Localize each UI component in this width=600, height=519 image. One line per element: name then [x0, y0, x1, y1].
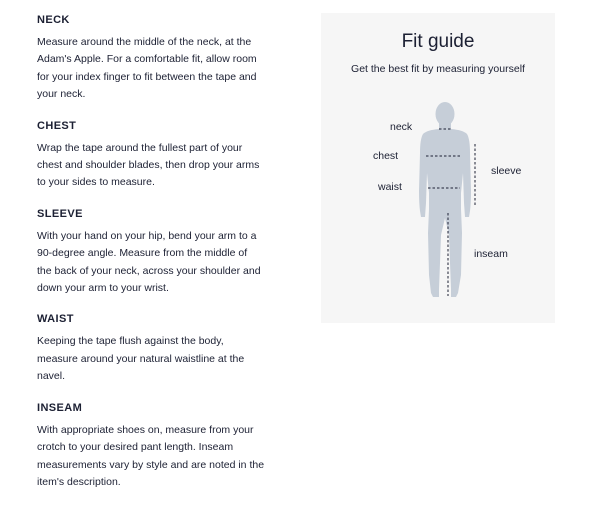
- text-line: With your hand on your hip, bend your arm to a: [37, 229, 257, 242]
- inseam-label: inseam: [474, 248, 508, 260]
- text-line: Adam's Apple. For a comfortable fit, allow room: [37, 53, 257, 66]
- section-chest: [37, 118, 277, 192]
- section-neck: [37, 12, 277, 104]
- section-text: [37, 228, 277, 298]
- chest-label: chest: [373, 150, 399, 162]
- waist-label: waist: [378, 181, 402, 193]
- text-line: Wrap the tape around the fullest part of your: [37, 141, 243, 154]
- body-measurement-diagram: [321, 13, 555, 323]
- text-line: navel.: [37, 370, 66, 383]
- section-heading: NECK: [37, 14, 70, 26]
- sleeve-label: sleeve: [491, 165, 522, 177]
- section-heading: SLEEVE: [37, 207, 83, 220]
- text-line: Keeping the tape flush against the body,: [37, 335, 224, 348]
- text-line: for your index finger to fit between the tape and: [37, 70, 257, 83]
- text-line: Measure around the middle of the neck, at the: [37, 36, 252, 48]
- text-line: measurements vary by style and are noted in the: [37, 458, 265, 471]
- text-line: 90-degree angle. Measure from the middle of: [37, 247, 248, 260]
- section-text: [37, 140, 277, 192]
- text-line: the back of your neck, across your shoulder and: [37, 264, 261, 277]
- fit-guide-subtitle: Get the best fit by measuring yourself: [351, 63, 525, 75]
- text-line: your neck.: [37, 88, 86, 101]
- fit-guide-title: Fit guide: [401, 31, 475, 52]
- text-line: item's description.: [37, 475, 121, 488]
- section-inseam: [37, 400, 277, 492]
- text-line: crotch to your desired pant length. Inseam: [37, 441, 234, 454]
- section-text: [37, 333, 277, 385]
- section-sleeve: [37, 206, 277, 298]
- measuring-instructions: [37, 12, 277, 505]
- section-heading: CHEST: [37, 119, 77, 132]
- section-text: [37, 422, 277, 492]
- text-line: to your sides to measure.: [37, 176, 155, 189]
- fit-guide-panel: [321, 13, 555, 323]
- text-line: measure around your natural waistline at the: [37, 352, 245, 365]
- neck-label: neck: [390, 121, 413, 133]
- section-heading: INSEAM: [37, 401, 83, 414]
- text-line: down your arm to your wrist.: [37, 282, 169, 295]
- section-text: [37, 34, 277, 104]
- body-silhouette: [419, 102, 471, 297]
- text-line: chest and shoulder blades, then drop your arms: [37, 159, 260, 172]
- text-line: With appropriate shoes on, measure from your: [37, 423, 254, 436]
- section-waist: [37, 311, 277, 385]
- section-heading: WAIST: [37, 313, 74, 326]
